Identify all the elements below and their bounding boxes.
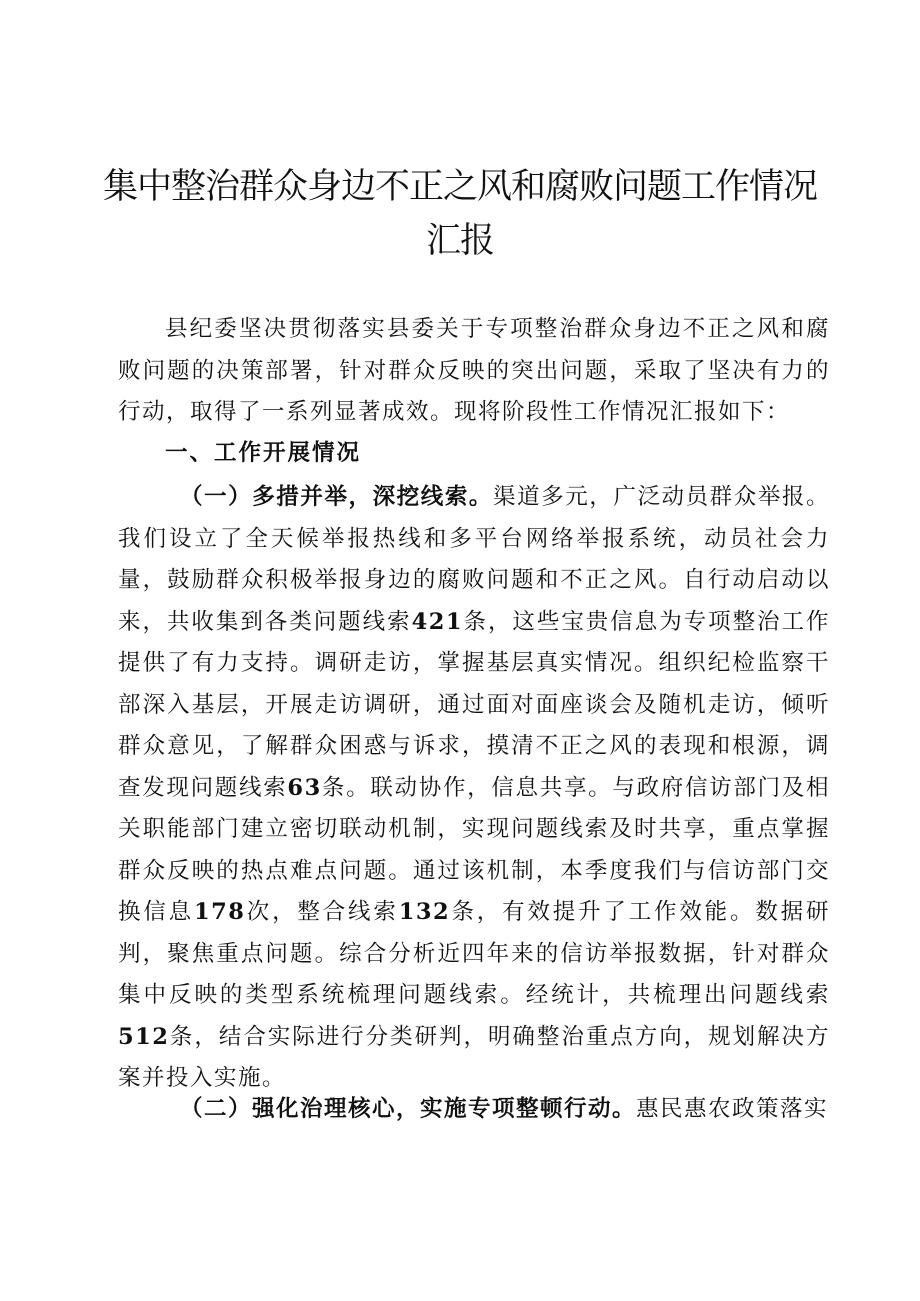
intro-paragraph: 县纪委坚决贯彻落实县委关于专项整治群众身边不正之风和腐败问题的决策部署，针对群众反映的突出问题，采取了坚决有力的行动，取得了一系列显著成效。现将阶段性工作情况汇报如下： xyxy=(118,316,830,425)
paragraph-1-text-4: 次，整合线索 xyxy=(245,899,399,925)
clue-count-integrated: 132 xyxy=(398,899,451,925)
paragraph-1-lead: （一）多措并举，深挖线索。 xyxy=(180,484,493,510)
paragraph-2 xyxy=(118,1089,830,1131)
paragraph-1-text-5: 条，有效提升了工作效能。数据研判，聚焦重点问题。综合分析近四年来的信访举报数据，针对群众集中反映的类型系统梳理问题线索。经统计，共梳理出问题线索 xyxy=(118,899,830,1008)
info-exchange-count: 178 xyxy=(193,899,246,925)
paragraph-2-text-1: 惠民惠农政策落实 xyxy=(636,1096,829,1122)
paragraph-1-text-3: 条。联动协作，信息共享。与政府信访部门及相关职能部门建立密切联动机制，实现问题线索及时共享，重点掌握群众反映的热点难点问题。通过该机制，本季度我们与信访部门交换信息 xyxy=(118,774,830,925)
paragraph-1-text-2: 条，这些宝贵信息为专项整治工作提供了有力支持。调研走访，掌握基层真实情况。组织纪检监察干部深入基层，开展走访调研，通过面对面座谈会及随机走访，倾听群众意见，了解群众困惑与诉求，摸清不正之风的表现和根源，调查发现问题线索 xyxy=(118,608,830,801)
paragraph-2-lead: （二）强化治理核心，实施专项整顿行动。 xyxy=(180,1096,637,1122)
section-heading-1: 一、工作开展情况 xyxy=(165,440,362,466)
clue-count-analyzed: 512 xyxy=(118,1023,170,1050)
document-title: 集中整治群众身边不正之风和腐败问题工作情况汇报 xyxy=(102,167,817,261)
clue-count-survey: 63 xyxy=(287,774,322,801)
paragraph-1-text-6: 条，结合实际进行分类研判，明确整治重点方向，规划解决方案并投入实施。 xyxy=(118,1023,830,1091)
clue-count-total: 421 xyxy=(411,608,464,635)
paragraph-1-text-1: 渠道多元，广泛动员群众举报。我们设立了全天候举报热线和多平台网络举报系统，动员社会力量，鼓励群众积极举报身边的腐败问题和不正之风。自行动启动以来，共收集到各类问题线索 xyxy=(118,484,830,635)
paragraph-1 xyxy=(118,477,830,1100)
